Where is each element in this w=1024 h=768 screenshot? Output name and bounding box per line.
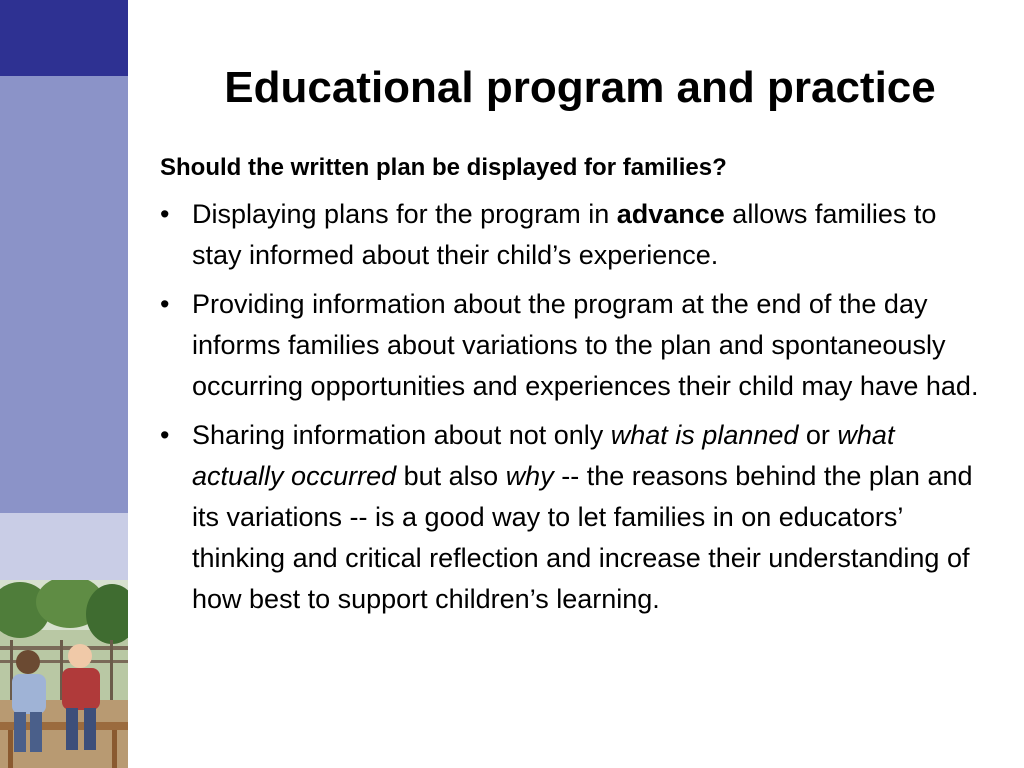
bullet-italic-text: why [505, 461, 554, 491]
sidebar-band-light [0, 513, 128, 580]
bullet-italic-text: what is planned [610, 420, 799, 450]
bullet-item-advance [160, 194, 980, 276]
bullet-text: -- the reasons behind the plan and its variations -- is a good way to let families in on educators’ thinking and critical reflection and increase their understanding of how best to support children’s learning. [192, 461, 973, 614]
sidebar-band-mid [0, 76, 128, 513]
slide-title: Educational program and practice [224, 63, 936, 112]
bullet-text: Sharing information about not only [192, 420, 611, 450]
bullet-italic-text: what actually occurred [192, 420, 895, 491]
bullet-icon: • [160, 420, 170, 450]
bullet-list [160, 194, 980, 620]
sidebar-decoration [0, 0, 128, 768]
bullet-bold-text: advance [616, 199, 725, 229]
bullet-item-end-of-day [160, 284, 980, 407]
bullet-icon: • [160, 289, 170, 319]
children-photo [0, 580, 128, 768]
bullet-item-sharing [160, 415, 980, 620]
bullet-text: Providing information about the program at the end of the day informs families about variations to the plan and spontaneously occurring opportunities and experiences their child may have had. [192, 289, 979, 401]
bullet-text: but also [396, 461, 506, 491]
bullet-text: Displaying plans for the program in [192, 199, 617, 229]
slide-content [160, 148, 980, 628]
bullet-text: or [798, 420, 838, 450]
question-heading: Should the written plan be displayed for families? [160, 154, 727, 181]
bullet-icon: • [160, 199, 170, 229]
sidebar-band-dark [0, 0, 128, 76]
bullet-text: allows families to stay informed about their child’s experience. [192, 199, 937, 270]
